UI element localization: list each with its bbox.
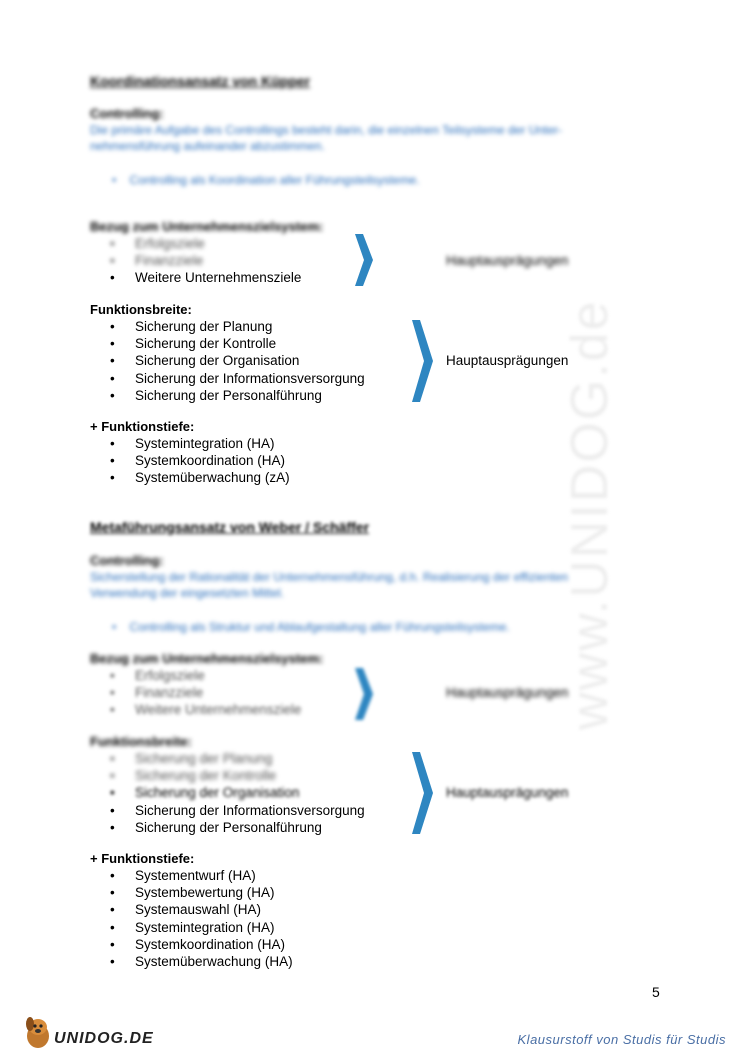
section2-bezug-list [90,667,301,719]
section2-funktionstiefe-list [90,867,293,970]
list-item: • Finanzziele [90,684,301,701]
list-item: • Sicherung der Kontrolle [90,767,365,784]
dog-logo-icon [22,1014,54,1050]
section1-bullet [112,172,420,188]
section1-definition-line1: Die primäre Aufgabe des Controllings besteht darin, die einzelnen Teilsysteme der Unter- [90,123,563,137]
section1-funktionstiefe-label: + Funktionstiefe: [90,419,195,434]
brace-icon [352,234,376,286]
list-item: • Systembewertung (HA) [90,884,293,901]
list-item: • Sicherung der Organisation [90,784,365,801]
watermark: www.UNIDOG.de [561,299,619,730]
section1-controlling-label: Controlling: [90,106,164,121]
list-item: • Erfolgsziele [90,667,301,684]
section2-bezug-label: Bezug zum Unternehmenszielsystem: [90,651,324,666]
section2-bullet-text: Controlling als Struktur und Ablaufgestaltung aller Führungsteilsysteme. [129,620,510,634]
section2-funktionsbreite-list [90,750,365,836]
section2-bezug-side-label: Hauptausprägungen [446,685,569,700]
list-item: • Systemintegration (HA) [90,435,290,452]
brace-icon [352,668,376,720]
section1-funktionsbreite-list [90,318,365,404]
section2-bullet [112,619,510,635]
list-item: • Sicherung der Planung [90,318,365,335]
list-item: • Systemkoordination (HA) [90,936,293,953]
section2-controlling-label: Controlling: [90,553,164,568]
list-item: • Sicherung der Planung [90,750,365,767]
section1-title: Koordinationsansatz von Küpper [90,73,311,89]
list-item: • Sicherung der Informationsversorgung [90,802,365,819]
list-item: • Systemkoordination (HA) [90,452,290,469]
section1-funktionsbreite-label: Funktionsbreite: [90,302,192,317]
list-item: • Finanzziele [90,252,301,269]
brace-icon [410,752,436,834]
list-item: • Systemauswahl (HA) [90,901,293,918]
list-item: • Systemintegration (HA) [90,919,293,936]
list-item: • Sicherung der Informationsversorgung [90,370,365,387]
footer-tagline: Klausurstoff von Studis für Studis [517,1032,726,1047]
list-item: • Weitere Unternehmensziele [90,269,301,286]
section2-funktionsbreite-side-label: Hauptausprägungen [446,785,569,800]
bullet-dot: • [112,620,117,634]
list-item: • Weitere Unternehmensziele [90,701,301,718]
list-item: • Sicherung der Organisation [90,352,365,369]
list-item: • Sicherung der Kontrolle [90,335,365,352]
list-item: • Sicherung der Personalführung [90,387,365,404]
list-item: • Erfolgsziele [90,235,301,252]
brace-icon [410,320,436,402]
bullet-dot: • [112,173,117,187]
section2-definition-line1: Sicherstellung der Rationalität der Unternehmensführung, d.h. Realisierung der effizienten [90,570,569,584]
section1-definition-line2: nehmensführung aufeinander abzustimmen. [90,139,325,153]
section1-bezug-label: Bezug zum Unternehmenszielsystem: [90,219,324,234]
section2-funktionstiefe-label: + Funktionstiefe: [90,851,195,866]
section1-bezug-list [90,235,301,287]
section1-bezug-side-label: Hauptausprägungen [446,253,569,268]
list-item: • Sicherung der Personalführung [90,819,365,836]
section1-funktionstiefe-list [90,435,290,487]
footer-logo: UNIDOG.DE [54,1030,154,1047]
section2-definition-line2: Verwendung der eingesetzten Mittel. [90,586,285,600]
section1-funktionsbreite-side-label: Hauptausprägungen [446,353,569,368]
list-item: • Systemüberwachung (HA) [90,953,293,970]
list-item: • Systementwurf (HA) [90,867,293,884]
section1-bullet-text: Controlling als Koordination aller Führungsteilsysteme. [129,173,420,187]
section2-funktionsbreite-label: Funktionsbreite: [90,734,192,749]
section2-title: Metaführungsansatz von Weber / Schäffer [90,519,370,535]
page-number: 5 [652,984,660,1000]
list-item: • Systemüberwachung (zA) [90,469,290,486]
